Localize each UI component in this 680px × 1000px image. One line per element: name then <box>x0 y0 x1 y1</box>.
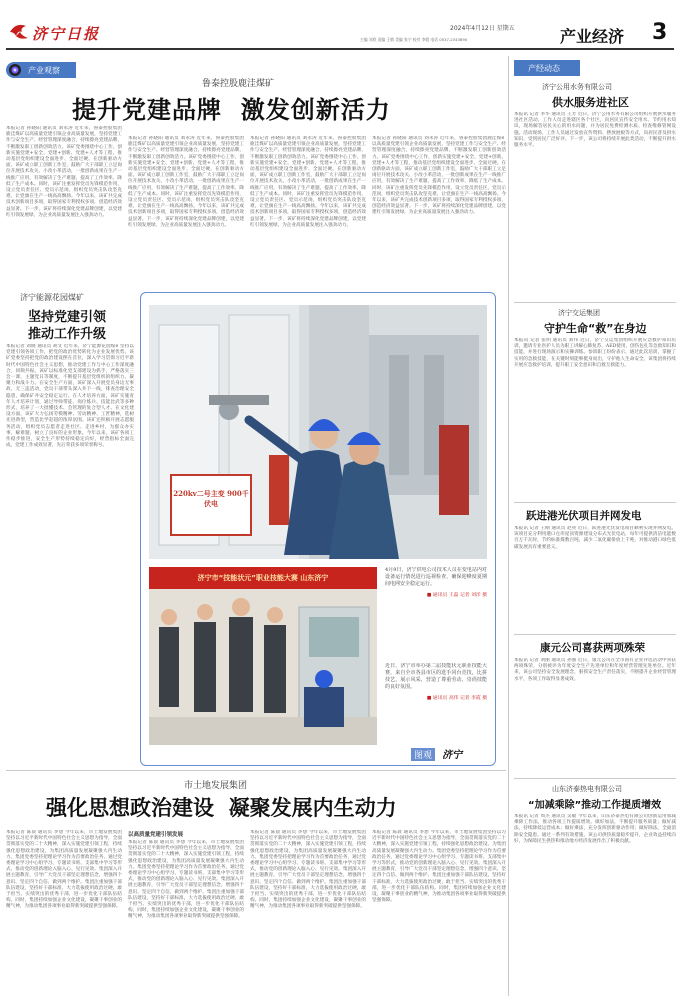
photo-panel-label-1: 图观 <box>411 748 435 761</box>
photo-caption-1-credit: ■ 通讯员 王磊 记者 刘洋 摄 <box>426 593 487 598</box>
a4-headline: 康元公司喜获两项殊荣 <box>540 642 645 654</box>
photo-panel-label-2: 济宁 <box>442 750 463 761</box>
top-article-body-col1: 本报记者 孙晓阳 通讯员 刘永涛 近年来，鲁泰控股集团鹿洼煤矿以高质量党建引领企业高质量发展，坚持党建工作与安全生产、经营管理深度融合，持续擦亮党建品牌，不断激发职工创新创效活力。该矿党委围绕中心工作，创新实施党建+安全、党建+创新、党建+人才等工程，推动基层党组织建设全面进步、全面过硬。在创新驱动方面，该矿成立职工创新工作室，鼓励广大干部职工立足岗位开展技术攻关、小改小革活动，一批创新成果在生产一线推广应用，有效解决了生产难题，提高了工作效率，降低了生产成本。同时，该矿注重发挥党员先锋模范作用，设立党员责任区、党员示范岗，组织党员突击队攻坚克难，让党旗在生产一线高高飘扬。今年以来，该矿共完成技术创新项目多项，取得国家专利授权多项，创造经济效益显著。下一步，该矿将持续深化党建品牌创建，以党建红引领发展绿，为企业高质量发展注入强劲动力。 <box>6 126 122 218</box>
a2-kicker: 济宁交运集团 <box>558 309 600 317</box>
a1-kicker: 济宁公用水务有限公司 <box>542 83 612 91</box>
a1-body: 本报讯 记者 李华 通讯员 王芳 近日，济宁公用水务有限公司组织开展供水服务进社区活动，工作人员走进辖区各个社区，向居民宣传安全用水、节约用水知识，现场解答居民关心的用水问题，并为居民免费检测水质、检查维修管网设施。活动现场，工作人员通过发放宣传资料、摆放展板等方式，向居民普及供水知识，受到居民广泛好评。下一步，该公司将持续开展此类活动，不断提升供水服务水平。 <box>514 112 676 149</box>
bottom-article-body-col1: 本报记者 陈晨 通讯员 李想 今年以来，市土地发展集团坚持以习近平新时代中国特色社会主义思想为指导，全面贯彻落实党的二十大精神，深入实施党建引领工程，持续强化思想政治建设，为集团高质量发展凝聚强大内生动力。集团党委坚持把理论学习作为首要政治任务，通过党委理论学习中心组学习、专题读书班、支部集中学习等形式，推动党的创新理论入脑入心、见行见效。集团深入开展主题教育，引导广大党员干部坚定理想信念，增强四个意识、坚定四个自信、做到两个维护。集团注重加强干部队伍建设，坚持好干部标准，大力选拔使用政治过硬、敢于担当、实绩突出的优秀干部，进一步优化干部队伍结构。同时，集团持续加强企业文化建设，凝聚干事创业的精气神，为推动集团各项事业取得新突破提供坚强保障。 <box>6 830 122 910</box>
right-column <box>514 56 676 996</box>
contest-banner: 济宁市“技能状元”职业技能大赛 山东济宁 <box>197 574 329 582</box>
bottom-article-body-col3: 本报记者 陈晨 通讯员 李想 今年以来，市土地发展集团坚持以习近平新时代中国特色社会主义思想为指导，全面贯彻落实党的二十大精神，深入实施党建引领工程，持续强化思想政治建设，为集团高质量发展凝聚强大内生动力。集团党委坚持把理论学习作为首要政治任务，通过党委理论学习中心组学习、专题读书班、支部集中学习等形式，推动党的创新理论入脑入心、见行见效。集团深入开展主题教育，引导广大党员干部坚定理想信念，增强四个意识、坚定四个自信、做到两个维护。集团注重加强干部队伍建设，坚持好干部标准，大力选拔使用政治过硬、敢于担当、实绩突出的优秀干部，进一步优化干部队伍结构。同时，集团持续加强企业文化建设，凝聚干事创业的精气神，为推动集团各项事业取得新突破提供坚强保障。 <box>250 830 366 910</box>
a1-headline: 供水服务进社区 <box>552 96 629 109</box>
a3-body: 本报讯 记者 王刚 通讯员 赵亮 近日，跃进港光伏发电项目顺利实现并网发电。该项目充分利用港口仓库屋顶资源建设分布式光伏电站，每年可提供清洁电能数百万千瓦时，节约标准煤数百吨，减少二氧化碳排放上千吨，对推动港口绿色低碳发展具有重要意义。 <box>514 526 676 550</box>
paper-logo <box>8 22 108 44</box>
left-article-headline-1: 坚持党建引领 <box>28 310 107 325</box>
section-title: 产业经济 <box>560 27 625 46</box>
top-article-headline: 提升党建品牌 激发创新活力 <box>72 96 391 124</box>
a2-body: 本报讯 记者 张明 通讯员 刘伟 近日，济宁交运集团组织开展应急救护知识培训，邀请专业医护人员为职工讲解心肺复苏、AED使用、创伤包扎等急救知识和技能，并进行现场演示和实操训练。参训职工纷纷表示，通过此次培训，掌握了实用的急救技能，在关键时刻能够挺身而出，守护他人生命安全。该集团将持续开展应急救护培训，提升职工安全意识和自救互救能力。 <box>514 338 676 368</box>
photo-skills-contest <box>149 567 377 745</box>
top-article <box>6 56 506 288</box>
date-line: 2024年4月12日 星期五 <box>450 25 515 32</box>
photo-caption-2-credit: ■ 通讯员 高伟 记者 李霞 摄 <box>426 696 487 701</box>
top-article-tag <box>6 62 76 78</box>
photo-panel <box>140 292 496 766</box>
paper-name: 济宁日报 <box>32 25 101 43</box>
bottom-article-body-col2: 本报记者 陈晨 通讯员 李想 今年以来，市土地发展集团坚持以习近平新时代中国特色社会主义思想为指导，全面贯彻落实党的二十大精神，深入实施党建引领工程，持续强化思想政治建设，为集团高质量发展凝聚强大内生动力。集团党委坚持把理论学习作为首要政治任务，通过党委理论学习中心组学习、专题读书班、支部集中学习等形式，推动党的创新理论入脑入心、见行见效。集团深入开展主题教育，引导广大党员干部坚定理想信念，增强四个意识、坚定四个自信、做到两个维护。集团注重加强干部队伍建设，坚持好干部标准，大力选拔使用政治过硬、敢于担当、实绩突出的优秀干部，进一步优化干部队伍结构。同时，集团持续加强企业文化建设，凝聚干事创业的精气神，为推动集团各项事业取得新突破提供坚强保障。 <box>128 840 244 920</box>
column-divider <box>508 56 509 996</box>
a2-rule <box>514 302 676 303</box>
a3-rule <box>514 502 676 503</box>
top-article-body-col4: 本报记者 孙晓阳 通讯员 刘永涛 近年来，鲁泰控股集团鹿洼煤矿以高质量党建引领企业高质量发展，坚持党建工作与安全生产、经营管理深度融合，持续擦亮党建品牌，不断激发职工创新创效活力。该矿党委围绕中心工作，创新实施党建+安全、党建+创新、党建+人才等工程，推动基层党组织建设全面进步、全面过硬。在创新驱动方面，该矿成立职工创新工作室，鼓励广大干部职工立足岗位开展技术攻关、小改小革活动，一批创新成果在生产一线推广应用，有效解决了生产难题，提高了工作效率，降低了生产成本。同时，该矿注重发挥党员先锋模范作用，设立党员责任区、党员示范岗，组织党员突击队攻坚克难，让党旗在生产一线高高飘扬。今年以来，该矿共完成技术创新项目多项，取得国家专利授权多项，创造经济效益显著。下一步，该矿将持续深化党建品牌创建，以党建红引领发展绿，为企业高质量发展注入强劲动力。 <box>372 136 506 216</box>
logo-emblem-icon <box>8 22 30 42</box>
bottom-article-headline: 强化思想政治建设 凝聚发展内生动力 <box>46 796 397 820</box>
bottom-article-rule <box>6 770 506 771</box>
bottom-article-subhead: 以高质量党建引领发展 <box>128 832 184 838</box>
left-article-headline-2: 推动工作升级 <box>28 327 107 342</box>
bottom-article <box>6 770 506 996</box>
a4-body: 本报讯 记者 刘丽 通讯员 孙强 近日，康元公司在全市国有企业评选活动中喜获两项殊荣，分别被评为年度安全生产先进单位和年度经营管理先进单位。近年来，该公司坚持安全发展理念，狠抓安全生产责任落实，不断提升企业经营管理水平，各项工作取得显著成效。 <box>514 658 676 682</box>
a2-headline: 守护生命“救”在身边 <box>544 322 647 335</box>
masthead <box>0 0 680 48</box>
camera-lens-icon <box>8 63 22 77</box>
a5-body: 本报讯 记者 周杰 通讯员 吴敏 今年以来，山东济泰热电有限公司创新运用加减乘除工作法，推动各项工作提质增效。做好加法，不断提升服务质量；做好减法，持续降低运营成本；做好乘法，充分发挥创新驱动作用；做好除法，全面消除安全隐患。通过一系列有效措施，该公司供热质量稳步提升，企业效益持续向好，为保障民生供热和推动地方经济发展作出了积极贡献。 <box>514 814 676 844</box>
top-article-tag-label: 产业观察 <box>28 66 60 75</box>
masthead-rule <box>6 48 674 50</box>
a3-headline: 跃进港光伏项目并网发电 <box>526 510 642 522</box>
photo-caption-2-text: 近日，济宁市举办第二届技能状元职业技能大赛，来自全市各县市区的选手同台竞技，比拼技艺，展示风采，营造了尊重劳动、崇尚技能的良好氛围。 <box>385 663 487 690</box>
page-number: 3 <box>652 20 668 45</box>
right-column-tag-label: 产经动态 <box>528 64 560 73</box>
bottom-article-body-col4: 本报记者 陈晨 通讯员 李想 今年以来，市土地发展集团坚持以习近平新时代中国特色社会主义思想为指导，全面贯彻落实党的二十大精神，深入实施党建引领工程，持续强化思想政治建设，为集团高质量发展凝聚强大内生动力。集团党委坚持把理论学习作为首要政治任务，通过党委理论学习中心组学习、专题读书班、支部集中学习等形式，推动党的创新理论入脑入心、见行见效。集团深入开展主题教育，引导广大党员干部坚定理想信念，增强四个意识、坚定四个自信、做到两个维护。集团注重加强干部队伍建设，坚持好干部标准，大力选拔使用政治过硬、敢于担当、实绩突出的优秀干部，进一步优化干部队伍结构。同时，集团持续加强企业文化建设，凝聚干事创业的精气神，为推动集团各项事业取得新突破提供坚强保障。 <box>372 830 506 904</box>
equipment-sign: 220kv二号主变 900千伏电 <box>173 489 249 508</box>
left-article-body: 本报记者 刘晓 通讯员 胡文 近年来，济宁能源花园煤矿坚持以党建引领各项工作，把党的政治优势转化为企业发展优势。该矿党委坚持把党的政治建设摆在首位，深入学习贯彻习近平新时代中国特色社会主义思想，推动党建工作与中心工作深度融合，同频共振。该矿以标准化党支部建设为抓手，严格落实三会一课、主题党日等制度，不断提升基层党组织的组织力、凝聚力和战斗力。在安全生产方面，该矿深入开展党员身边无事故、无三违活动，党员干部带头深入井下一线，排查治理安全隐患，确保矿井安全稳定运行。在人才培养方面，该矿实施青年人才培养计划，通过导师带徒、岗位练兵、技能比武等多种形式，培养了一大批懂技术、会管理的复合型人才。在文化建设方面，该矿大力弘扬劳模精神、劳动精神、工匠精神，选树先进典型，营造比学赶超的浓厚氛围。该矿还积极开展志愿服务活动，组织党员志愿者走进社区、走进乡村，为群众办实事、解难题，树立了良好的企业形象。今年以来，该矿各项工作稳步推进，安全生产形势持续稳定向好，经营指标全面完成，党建工作成效显著，先后荣获多项荣誉称号。 <box>6 344 134 449</box>
a5-headline: “加减乘除”推动工作提质增效 <box>528 800 662 811</box>
top-article-body-col3: 本报记者 孙晓阳 通讯员 刘永涛 近年来，鲁泰控股集团鹿洼煤矿以高质量党建引领企业高质量发展，坚持党建工作与安全生产、经营管理深度融合，持续擦亮党建品牌，不断激发职工创新创效活力。该矿党委围绕中心工作，创新实施党建+安全、党建+创新、党建+人才等工程，推动基层党组织建设全面进步、全面过硬。在创新驱动方面，该矿成立职工创新工作室，鼓励广大干部职工立足岗位开展技术攻关、小改小革活动，一批创新成果在生产一线推广应用，有效解决了生产难题，提高了工作效率，降低了生产成本。同时，该矿注重发挥党员先锋模范作用，设立党员责任区、党员示范岗，组织党员突击队攻坚克难，让党旗在生产一线高高飘扬。今年以来，该矿共完成技术创新项目多项，取得国家专利授权多项，创造经济效益显著。下一步，该矿将持续深化党建品牌创建，以党建红引领发展绿，为企业高质量发展注入强劲动力。 <box>250 136 366 228</box>
photo-caption-2 <box>385 663 487 735</box>
bottom-article-kicker: 市土地发展集团 <box>184 781 248 791</box>
a5-rule <box>514 778 676 779</box>
right-column-tag <box>514 60 580 76</box>
top-article-body-col2: 本报记者 孙晓阳 通讯员 刘永涛 近年来，鲁泰控股集团鹿洼煤矿以高质量党建引领企业高质量发展，坚持党建工作与安全生产、经营管理深度融合，持续擦亮党建品牌，不断激发职工创新创效活力。该矿党委围绕中心工作，创新实施党建+安全、党建+创新、党建+人才等工程，推动基层党组织建设全面进步、全面过硬。在创新驱动方面，该矿成立职工创新工作室，鼓励广大干部职工立足岗位开展技术攻关、小改小革活动，一批创新成果在生产一线推广应用，有效解决了生产难题，提高了工作效率，降低了生产成本。同时，该矿注重发挥党员先锋模范作用，设立党员责任区、党员示范岗，组织党员突击队攻坚克难，让党旗在生产一线高高飘扬。今年以来，该矿共完成技术创新项目多项，取得国家专利授权多项，创造经济效益显著。下一步，该矿将持续深化党建品牌创建，以党建红引领发展绿，为企业高质量发展注入强劲动力。 <box>128 136 244 228</box>
photo-caption-1-text: 4月9日，济宁供电公司技术人员在变电站内对设备运行情况进行巡视检查，确保迎峰度夏期间电网安全稳定运行。 <box>385 567 487 587</box>
top-article-kicker: 鲁泰控股鹿洼煤矿 <box>202 79 275 89</box>
left-article <box>6 292 134 762</box>
a4-rule <box>514 634 676 635</box>
left-article-kicker: 济宁能源花园煤矿 <box>20 293 84 302</box>
a5-kicker: 山东济泰热电有限公司 <box>552 785 622 793</box>
photo-panel-label <box>411 743 462 762</box>
photo-substation-inspection <box>149 305 487 559</box>
photo-caption-1 <box>385 567 487 647</box>
nav-line: 主编 刘欣 责编 王敏 美编 张宁 校对 李霞 电话 0537-2343890 <box>360 37 468 42</box>
